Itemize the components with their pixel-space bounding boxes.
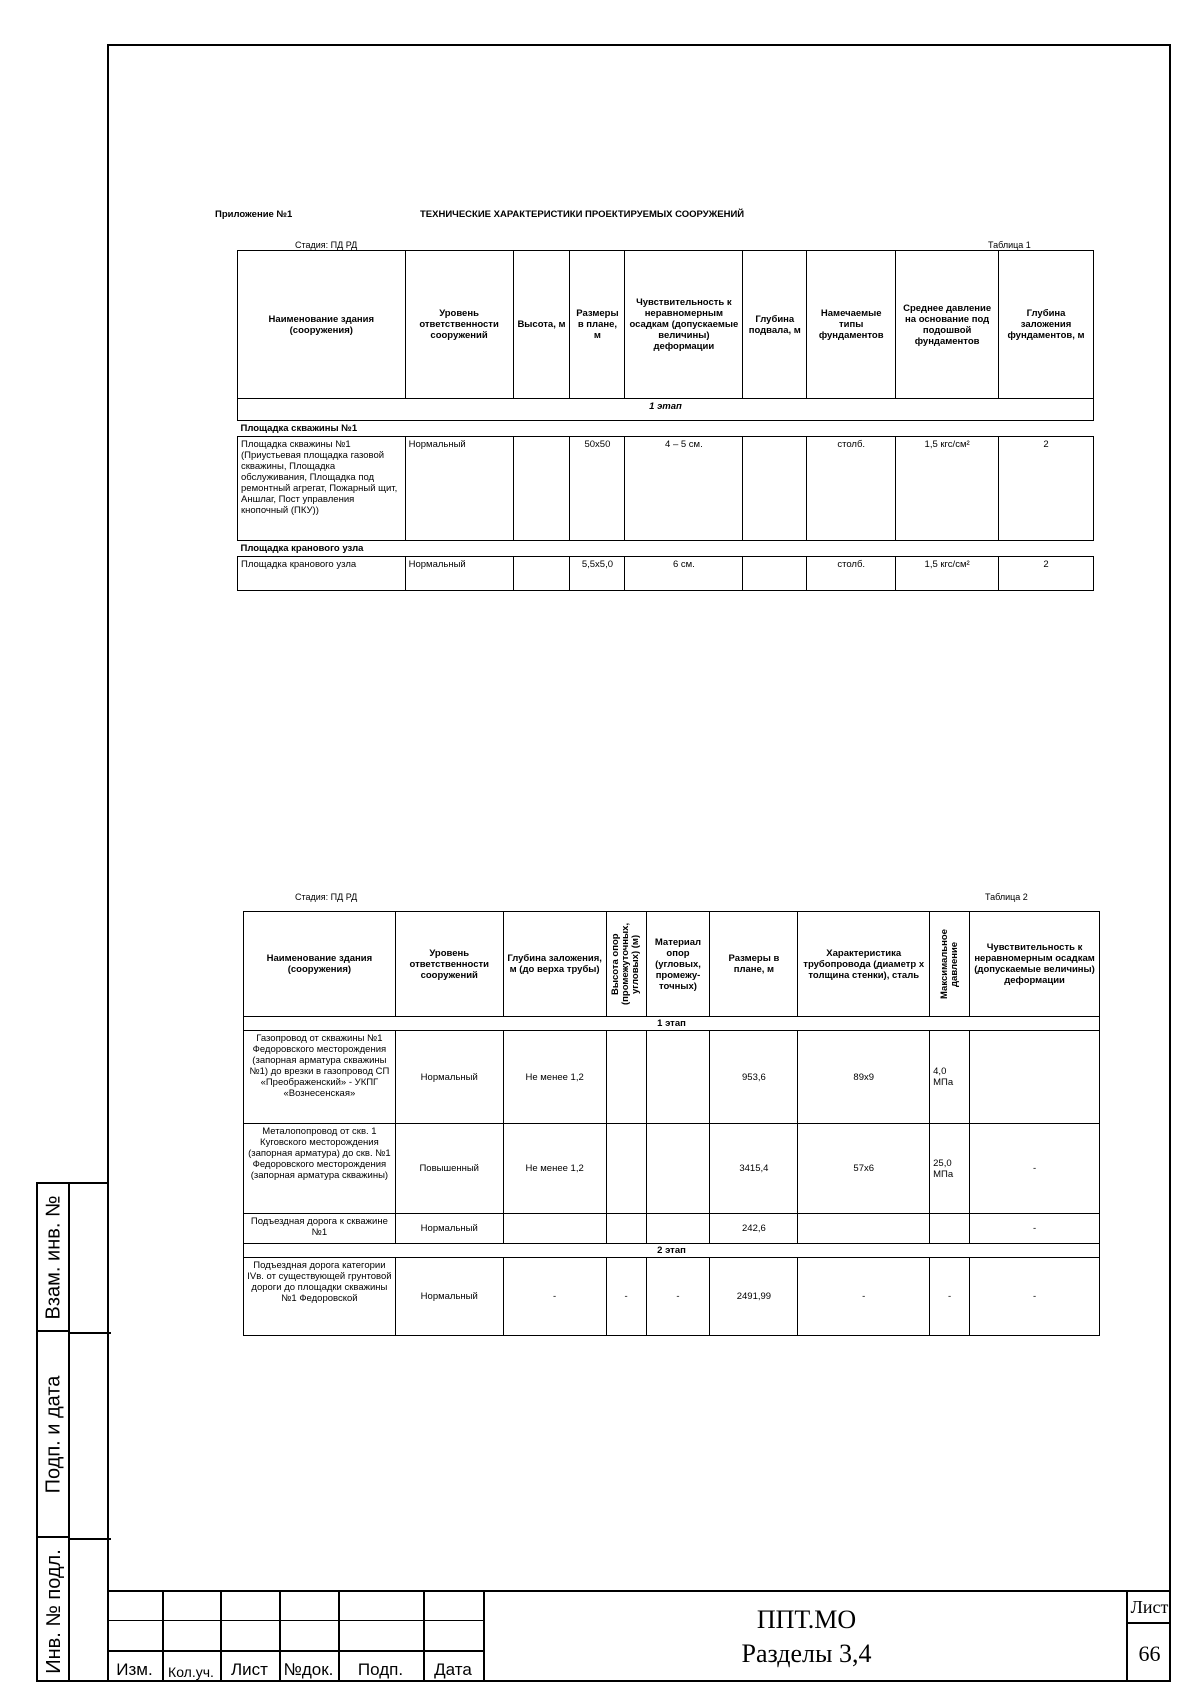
table2-header: Глубина заложения, м (до верха трубы)	[503, 912, 606, 1017]
table2-phase: 1 этап	[244, 1017, 1100, 1031]
table2-phase: 2 этап	[244, 1244, 1100, 1258]
table-cell: Повышенный	[395, 1124, 503, 1214]
table-cell	[606, 1031, 646, 1124]
table1-header: Размеры в плане, м	[570, 251, 625, 399]
table-cell: -	[606, 1258, 646, 1336]
table1-header: Высота, м	[513, 251, 570, 399]
table-cell	[513, 437, 570, 541]
table-cell: -	[503, 1258, 606, 1336]
document-title: ТЕХНИЧЕСКИЕ ХАРАКТЕРИСТИКИ ПРОЕКТИРУЕМЫХ СООРУЖЕНИЙ	[420, 209, 745, 220]
sheet-box	[1126, 1590, 1171, 1682]
table-cell: Газопровод от скважины №1 Федоровского месторождения (запорная арматура скважины №1) до врезки в газопровод СП «Преображенский» - УКПГ «Вознесенская»	[244, 1031, 396, 1124]
titleblock-label: Дата	[434, 1660, 472, 1679]
table-cell: 242,6	[710, 1214, 798, 1244]
table1-header: Чувствительность к неравномерным осадкам (допускаемые величины) деформации	[625, 251, 743, 399]
sidebar-inv-orig: Инв. № подл.	[42, 1548, 65, 1674]
table1-phase: 1 этап	[238, 399, 1094, 421]
titleblock-label: Подп.	[357, 1660, 404, 1679]
sidebar-inv-replace: Взам. инв. №	[42, 1195, 65, 1319]
table2-header: Характеристика трубопровода (диаметр х толщина стенки), сталь	[798, 912, 930, 1017]
table-cell: 1,5 кгс/см²	[896, 557, 999, 591]
revision-grid	[107, 1590, 483, 1682]
table1-header: Намечаемые типы фундаментов	[807, 251, 896, 399]
table-cell: Нормальный	[405, 557, 513, 591]
table1-stage: Стадия: ПД РД	[295, 240, 358, 250]
table-cell	[513, 557, 570, 591]
table-cell	[798, 1214, 930, 1244]
titleblock-label: Изм.	[116, 1660, 153, 1679]
table-cell: 4 – 5 см.	[625, 437, 743, 541]
table2-header: Размеры в плане, м	[710, 912, 798, 1017]
sidebar-sign-date: Подп. и дата	[42, 1375, 65, 1493]
table-cell: 953,6	[710, 1031, 798, 1124]
table-cell: -	[798, 1258, 930, 1336]
table-cell	[970, 1031, 1100, 1124]
divider	[70, 1538, 111, 1540]
sidebar-stamp	[36, 1182, 109, 1682]
table-cell: 1,5 кгс/см²	[896, 437, 999, 541]
appendix-label: Приложение №1	[215, 209, 293, 220]
table-cell	[503, 1214, 606, 1244]
table-cell: Не менее 1,2	[503, 1124, 606, 1214]
table-cell	[606, 1214, 646, 1244]
table-cell	[930, 1214, 970, 1244]
table1-header: Глубина подвала, м	[743, 251, 807, 399]
table-cell: Нормальный	[395, 1258, 503, 1336]
table-cell: 5,5x5,0	[570, 557, 625, 591]
table1-header: Среднее давление на основание под подошвой фундаментов	[896, 251, 999, 399]
table-cell	[743, 437, 807, 541]
titleblock-label: №док.	[283, 1660, 334, 1679]
table-cell: столб.	[807, 437, 896, 541]
table-cell: Площадка кранового узла	[238, 557, 406, 591]
table1-header: Глубина заложения фундаментов, м	[999, 251, 1094, 399]
table1-group: Площадка скважины №1	[238, 421, 1094, 437]
table2-header: Уровень ответственности сооружений	[395, 912, 503, 1017]
sheet-number: 66	[1138, 1641, 1161, 1666]
divider	[70, 1332, 111, 1334]
sidebar-cell	[38, 1332, 70, 1538]
table-cell	[646, 1124, 710, 1214]
table-cell: 2	[999, 437, 1094, 541]
document-code: ППТ.МО	[756, 1605, 857, 1634]
table2-header: Высота опор (промежуточных, угловых) (м)	[610, 922, 642, 1006]
table-cell: -	[930, 1258, 970, 1336]
title-block	[107, 1590, 1171, 1682]
table2-header: Материал опор (угловых, промежу-точных)	[646, 912, 710, 1017]
table-cell: -	[970, 1214, 1100, 1244]
table-cell: Подъездная дорога к скважине №1	[244, 1214, 396, 1244]
table-cell: 3415,4	[710, 1124, 798, 1214]
table-cell: Подъездная дорога категории IVв. от существующей грунтовой дороги до площадки скважины №1 Федоровской	[244, 1258, 396, 1336]
table1-label: Таблица 1	[988, 240, 1031, 250]
titleblock-label: Кол.уч.	[168, 1664, 214, 1680]
titleblock-label: Лист	[231, 1660, 268, 1679]
sheet-label: Лист	[1128, 1592, 1171, 1624]
table-cell: столб.	[807, 557, 896, 591]
table-cell: 4,0 МПа	[930, 1031, 970, 1124]
table-cell: 25,0 МПа	[930, 1124, 970, 1214]
table2-header: Наименование здания (сооружения)	[244, 912, 396, 1017]
table-cell: 6 см.	[625, 557, 743, 591]
table1-header: Наименование здания (сооружения)	[238, 251, 406, 399]
table-cell: 89x9	[798, 1031, 930, 1124]
table1-header: Уровень ответственности сооружений	[405, 251, 513, 399]
table-cell: Нормальный	[405, 437, 513, 541]
table-cell: Нормальный	[395, 1214, 503, 1244]
table2-header: Чувствительность к неравномерным осадкам (допускаемые величины) деформации	[970, 912, 1100, 1017]
table-cell	[646, 1214, 710, 1244]
table-cell: 2491,99	[710, 1258, 798, 1336]
table-cell	[743, 557, 807, 591]
table2	[243, 911, 1100, 1336]
table-cell: 50x50	[570, 437, 625, 541]
table-cell: Металопопровод от скв. 1 Куговского месторождения (запорная арматура) до скв. №1 Федоровского месторождения (запорная арматура скважины)	[244, 1124, 396, 1214]
table-cell	[646, 1031, 710, 1124]
table-cell: -	[970, 1124, 1100, 1214]
table1-group: Площадка кранового узла	[238, 541, 1094, 557]
table2-stage: Стадия: ПД РД	[295, 892, 358, 902]
table-cell: Площадка скважины №1 (Приустьевая площадка газовой скважины, Площадка обслуживания, Площадка под ремонтный агрегат, Пожарный щит, Аншлаг, Пост управления кнопочный (ПКУ))	[238, 437, 406, 541]
table-cell: Нормальный	[395, 1031, 503, 1124]
document-sections: Разделы 3,4	[741, 1639, 872, 1668]
titleblock-main	[483, 1590, 1128, 1682]
table-cell: 57x6	[798, 1124, 930, 1214]
table2-label: Таблица 2	[985, 892, 1028, 902]
table-cell: Не менее 1,2	[503, 1031, 606, 1124]
table1	[237, 250, 1094, 591]
table-cell	[606, 1124, 646, 1214]
table-cell: 2	[999, 557, 1094, 591]
table-cell: -	[646, 1258, 710, 1336]
table-cell: -	[970, 1258, 1100, 1336]
sidebar-cell	[38, 1184, 70, 1332]
table2-header: Максимальное давление	[938, 929, 960, 999]
sidebar-cell	[38, 1538, 70, 1684]
